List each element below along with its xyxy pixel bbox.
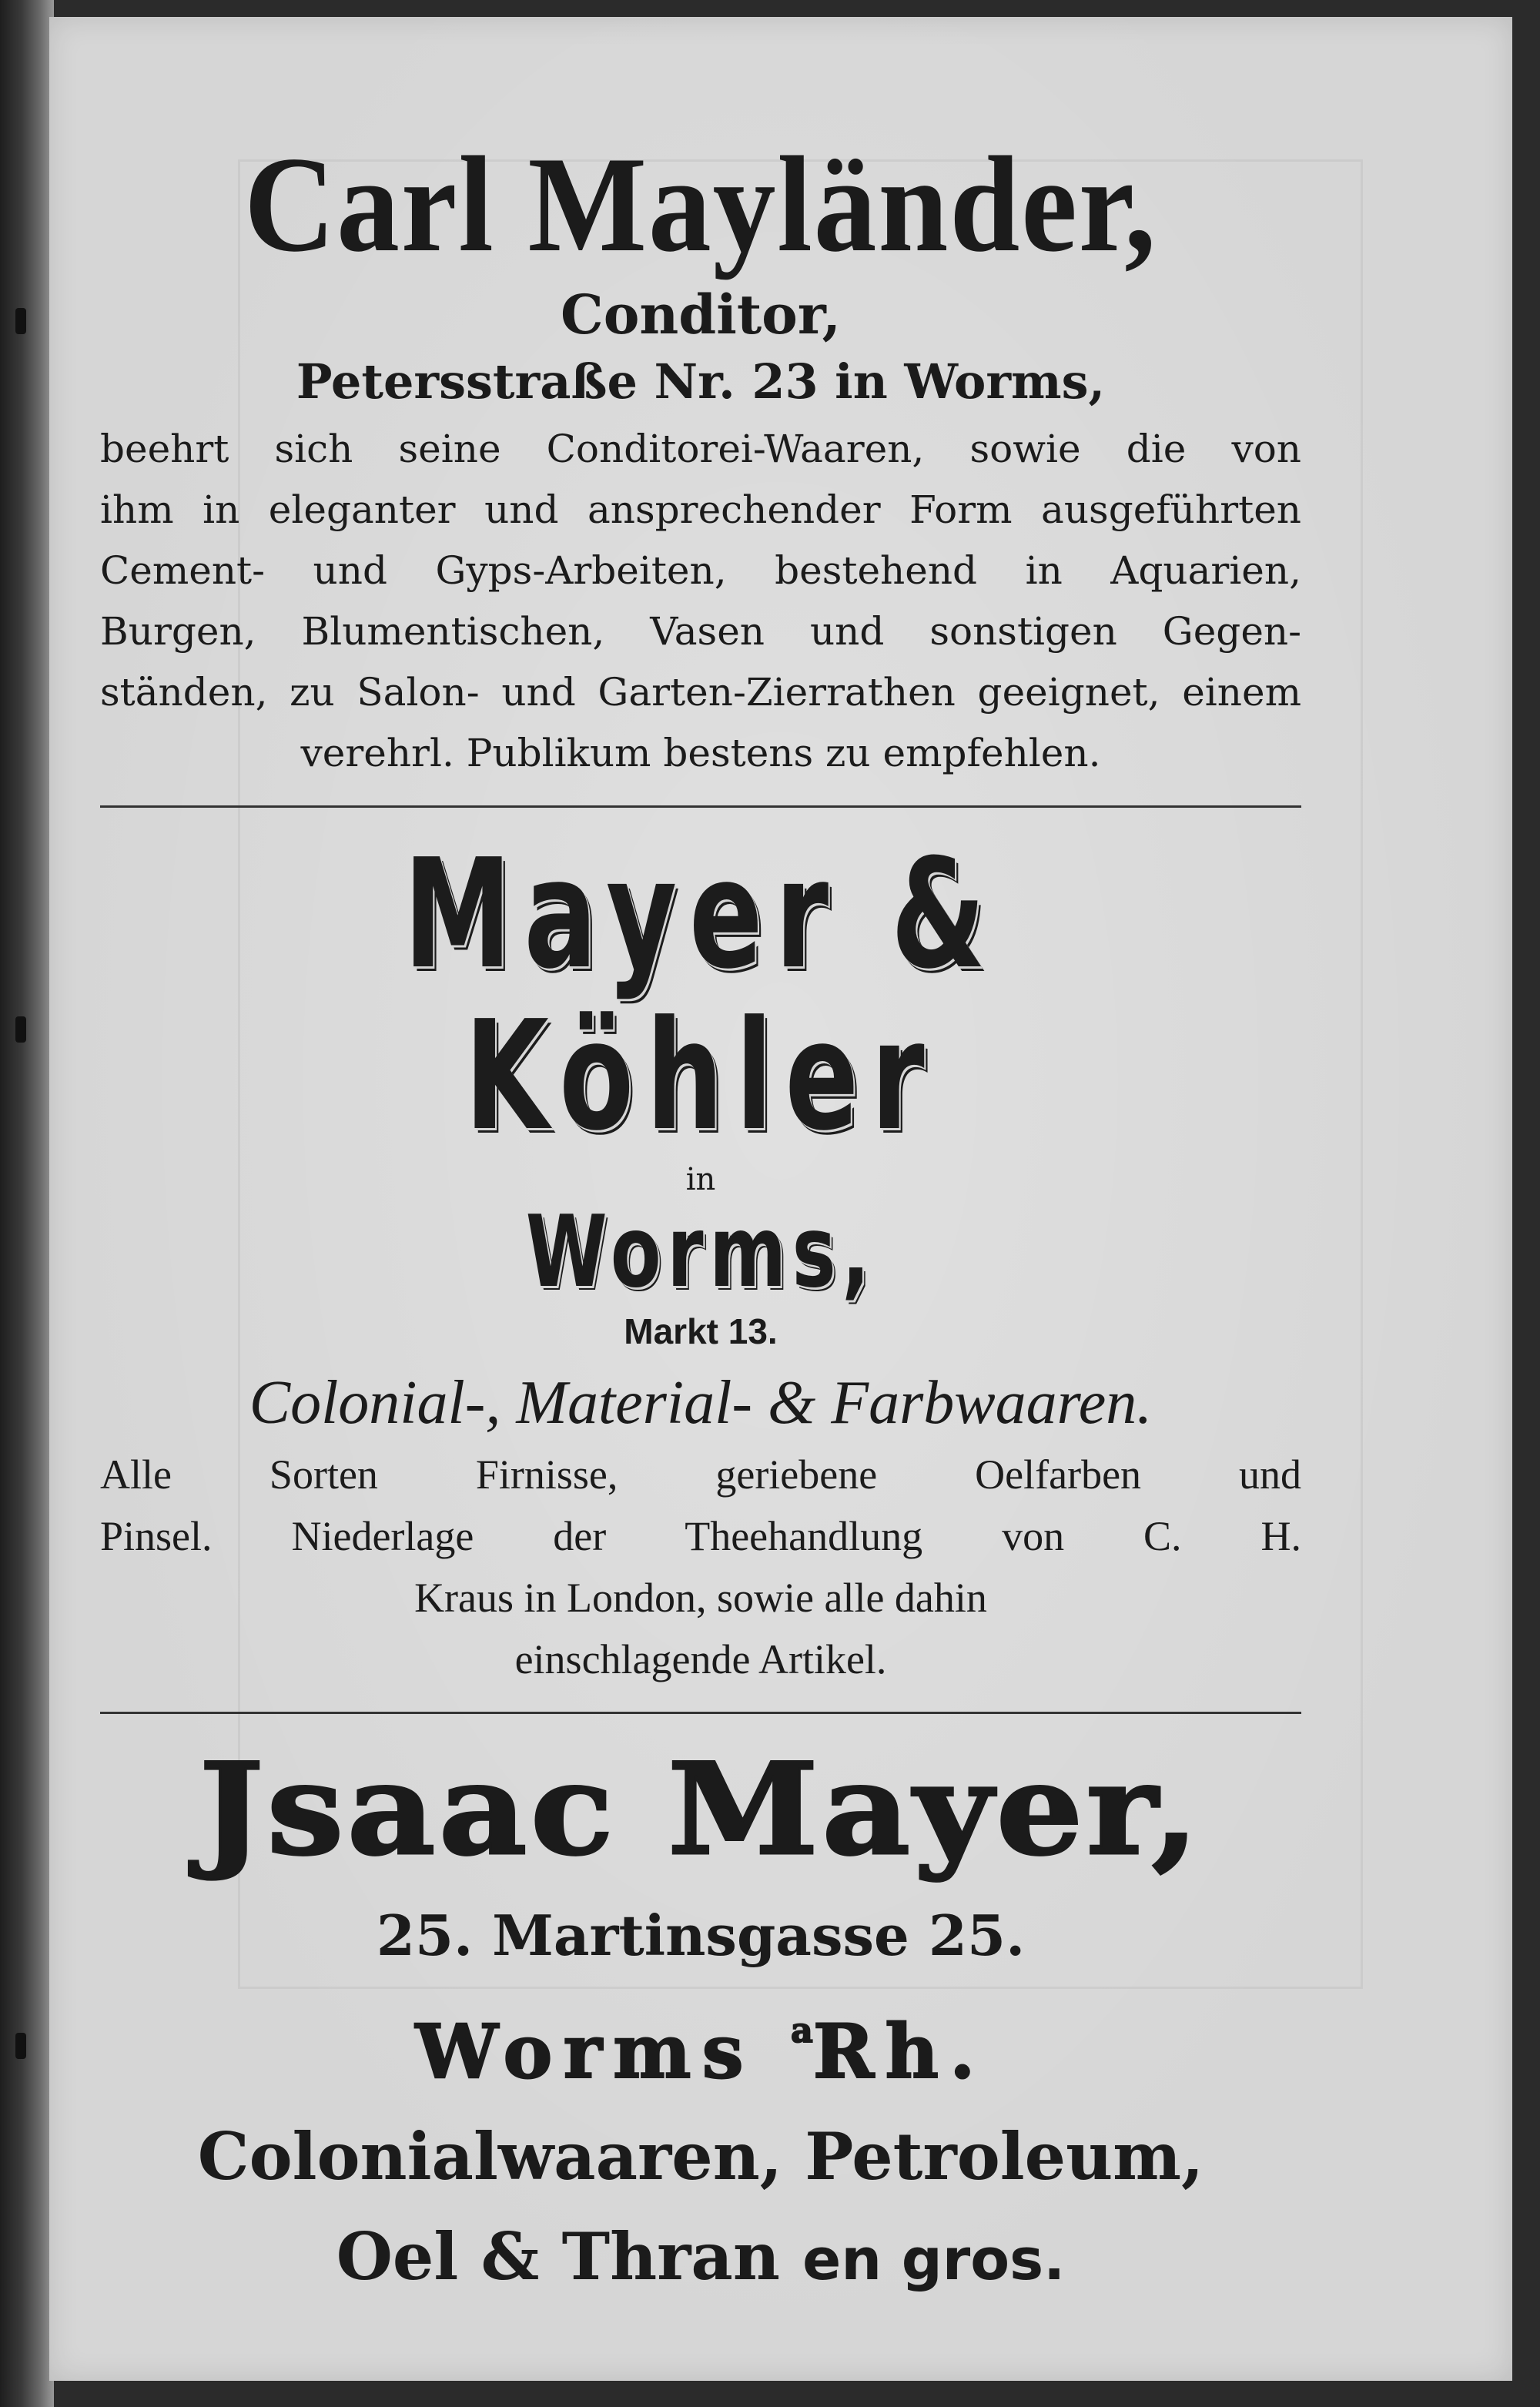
city-name: Worms [415,2008,755,2095]
goods-subheading [100,2214,1301,2303]
advertiser-city: Worms, [525,1195,876,1310]
binding-mark [15,2033,26,2059]
body-line: verehrl. Publikum bestens zu empfehlen. [300,731,1101,775]
body-line: einschlagende Artikel. [514,1636,887,1682]
goods-wholesale: en gros. [802,2227,1066,2293]
section-divider [100,805,1301,808]
body-line: ständen, zu Salon- und Garten-Zierrathen geeignet, einem [100,670,1301,715]
advertiser-address: Markt 13. [624,1311,778,1351]
preposition: in [685,1162,716,1197]
advertisement-maylaender [100,128,1301,784]
advertisement-isaac-mayer [100,1735,1301,2303]
advertisement-page [100,128,1301,2303]
binding-mark [15,1016,26,1043]
body-line: Kraus in London, sowie alle dahin [414,1575,987,1621]
advertiser-name: Mayer & Köhler [403,827,998,1164]
book-spine-shadow [0,0,54,2407]
section-divider [100,1712,1301,1714]
body-line: Alle Sorten Firnisse, geriebene Oelfarben und [100,1451,1301,1498]
advertiser-address: Petersstraße Nr. 23 in Worms, [296,353,1106,410]
advertiser-name: Jsaac Mayer, [199,1735,1203,1883]
advertiser-address: 25. Martinsgasse 25. [376,1903,1026,1968]
city-suffix: Rh. [812,2008,986,2095]
advertisement-body [100,419,1301,784]
city-superscript: a [791,2011,813,2050]
advertisement-body [100,1444,1301,1690]
body-line: Pinsel. Niederlage der Theehandlung von C. H. [100,1513,1301,1559]
advertiser-trade: Conditor, [560,283,841,346]
advertiser-name: Carl Mayländer, [244,128,1157,280]
body-line: beehrt sich seine Conditorei-Waaren, sowie die von [100,427,1301,471]
binding-mark [15,308,26,334]
advertisement-mayer-koehler [100,827,1301,1690]
goods-oil: Oel & Thran [336,2218,780,2295]
body-line: Cement- und Gyps-Arbeiten, bestehend in Aquarien, [100,548,1301,593]
body-line: Burgen, Blumentischen, Vasen und sonstigen Gegen- [100,609,1301,654]
goods-heading: Colonial-, Material- & Farbwaaren. [249,1369,1153,1437]
advertiser-city [100,1985,1301,2098]
body-line: ihm in eleganter und ansprechender Form ausgeführten [100,487,1301,532]
goods-heading: Colonialwaaren, Petroleum, [197,2118,1204,2194]
